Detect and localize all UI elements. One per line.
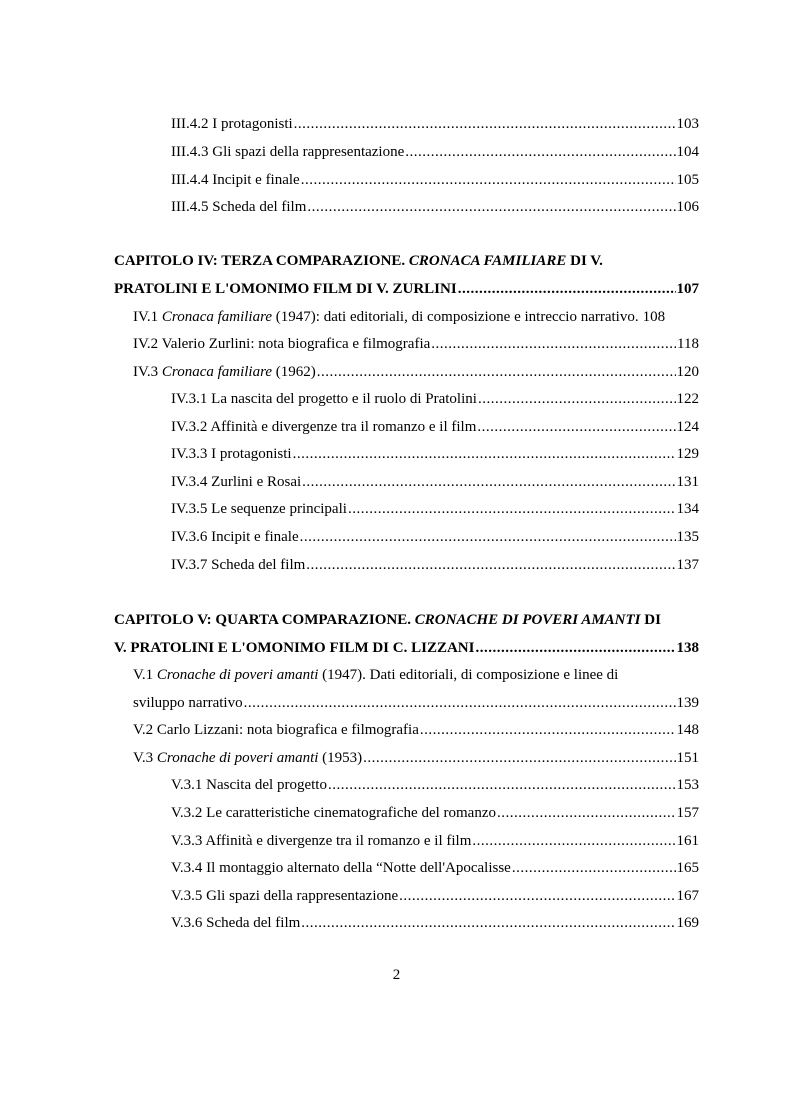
chapter-5-heading: CAPITOLO V: QUARTA COMPARAZIONE. CRONACHE DI POVERI AMANTI DI (114, 612, 661, 628)
entry-page: 104 (676, 144, 699, 160)
toc-entry: V.3.5 Gli spazi della rappresentazione ..... 167 (171, 887, 699, 905)
entry-title: I protagonisti (212, 116, 293, 132)
entry-page: 108 (642, 309, 666, 325)
entry-page: 167 (676, 888, 699, 904)
entry-number: III.4.4 (171, 172, 209, 188)
entry-page: 148 (676, 722, 699, 738)
page-number: 2 (392, 967, 401, 983)
leader-dots (294, 115, 676, 133)
leader-dots (497, 804, 676, 822)
leader-dots (431, 335, 676, 353)
toc-entry: V.3.6 Scheda del film ..... 169 (171, 914, 699, 932)
chapter-5-heading-cont: V. PRATOLINI E L'OMONIMO FILM DI C. LIZZANI ..... 138 (114, 639, 699, 657)
toc-entry (171, 198, 699, 216)
toc-entry: IV.3.7 Scheda del film ..... 137 (171, 556, 699, 574)
leader-dots (475, 639, 675, 657)
entry-page: 131 (676, 474, 699, 490)
toc-entry: IV.3.3 I protagonisti ..... 129 (171, 445, 699, 463)
leader-dots (458, 280, 676, 298)
toc-entry: IV.3.1 La nascita del progetto e il ruolo di Pratolini ..... 122 (171, 390, 699, 408)
leader-dots (328, 776, 676, 794)
toc-entry: V.3 Cronache di poveri amanti (1953) ..... 151 (133, 749, 699, 767)
toc-entry: IV.3.2 Affinità e divergenze tra il romanzo e il film ..... 124 (171, 418, 699, 436)
leader-dots (301, 171, 676, 189)
leader-dots (478, 390, 676, 408)
leader-dots (306, 556, 675, 574)
leader-dots (348, 500, 676, 518)
entry-title: Incipit e finale (212, 172, 300, 188)
toc-entry: IV.3 Cronaca familiare (1962) ..... 120 (133, 363, 699, 381)
leader-dots (512, 859, 676, 877)
leader-dots (301, 914, 675, 932)
entry-page: 169 (676, 915, 699, 931)
entry-page: 138 (676, 640, 699, 656)
leader-dots (363, 749, 675, 767)
entry-page: 122 (676, 391, 699, 407)
toc-entry: IV.3.6 Incipit e finale ..... 135 (171, 528, 699, 546)
leader-dots (399, 887, 675, 905)
toc-entry: V.3.4 Il montaggio alternato della “Notte dell'Apocalisse ..... 165 (171, 859, 699, 877)
entry-number: III.4.2 (171, 116, 209, 132)
leader-dots (307, 198, 675, 216)
entry-page: 135 (676, 529, 699, 545)
toc-entry: V.3.3 Affinità e divergenze tra il romanzo e il film ..... 161 (171, 832, 699, 850)
leader-dots (420, 721, 676, 739)
toc-entry: V.2 Carlo Lizzani: nota biografica e filmografia ..... 148 (133, 721, 699, 739)
leader-dots (477, 418, 675, 436)
chapter-4-heading: CAPITOLO IV: TERZA COMPARAZIONE. CRONACA FAMILIARE DI V. (114, 253, 603, 269)
toc-entry: V.3.2 Le caratteristiche cinematografiche del romanzo ..... 157 (171, 804, 699, 822)
toc-entry: IV.3.5 Le sequenze principali ..... 134 (171, 500, 699, 518)
toc-entry: IV.1 Cronaca familiare (1947): dati editoriali, di composizione e intreccio narrativo. 108 (133, 309, 666, 325)
entry-page: 103 (676, 116, 699, 132)
entry-page: 157 (676, 805, 699, 821)
toc-entry-cont: sviluppo narrativo ..... 139 (133, 694, 699, 712)
entry-title: Gli spazi della rappresentazione (212, 144, 405, 160)
leader-dots (302, 473, 675, 491)
entry-page: 107 (676, 281, 699, 297)
leader-dots (300, 528, 676, 546)
toc-entry: V.1 Cronache di poveri amanti (1947). Dati editoriali, di composizione e linee di (133, 667, 619, 683)
entry-page: 105 (676, 172, 699, 188)
entry-page: 134 (676, 501, 699, 517)
toc-entry (171, 143, 699, 161)
entry-title: Scheda del film (212, 199, 307, 215)
leader-dots (244, 694, 676, 712)
entry-page: 161 (676, 833, 699, 849)
entry-page: 129 (676, 446, 699, 462)
leader-dots (317, 363, 676, 381)
entry-page: 118 (677, 336, 699, 352)
leader-dots (472, 832, 675, 850)
entry-page: 124 (676, 419, 699, 435)
toc-entry (171, 115, 699, 133)
leader-dots (293, 445, 676, 463)
toc-entry: IV.2 Valerio Zurlini: nota biografica e filmografia ..... 118 (133, 335, 699, 353)
chapter-4-heading-cont: PRATOLINI E L'OMONIMO FILM DI V. ZURLINI ..... 107 (114, 280, 699, 298)
entry-number: III.4.3 (171, 144, 209, 160)
entry-page: 137 (676, 557, 699, 573)
toc-entry: V.3.1 Nascita del progetto ..... 153 (171, 776, 699, 794)
entry-page: 120 (676, 364, 699, 380)
leader-dots (405, 143, 675, 161)
entry-number: III.4.5 (171, 199, 209, 215)
toc-entry: IV.3.4 Zurlini e Rosai ..... 131 (171, 473, 699, 491)
entry-page: 151 (676, 750, 699, 766)
toc-entry (171, 171, 699, 189)
entry-page: 139 (676, 695, 699, 711)
entry-page: 153 (676, 777, 699, 793)
entry-page: 165 (676, 860, 699, 876)
entry-page: 106 (676, 199, 699, 215)
